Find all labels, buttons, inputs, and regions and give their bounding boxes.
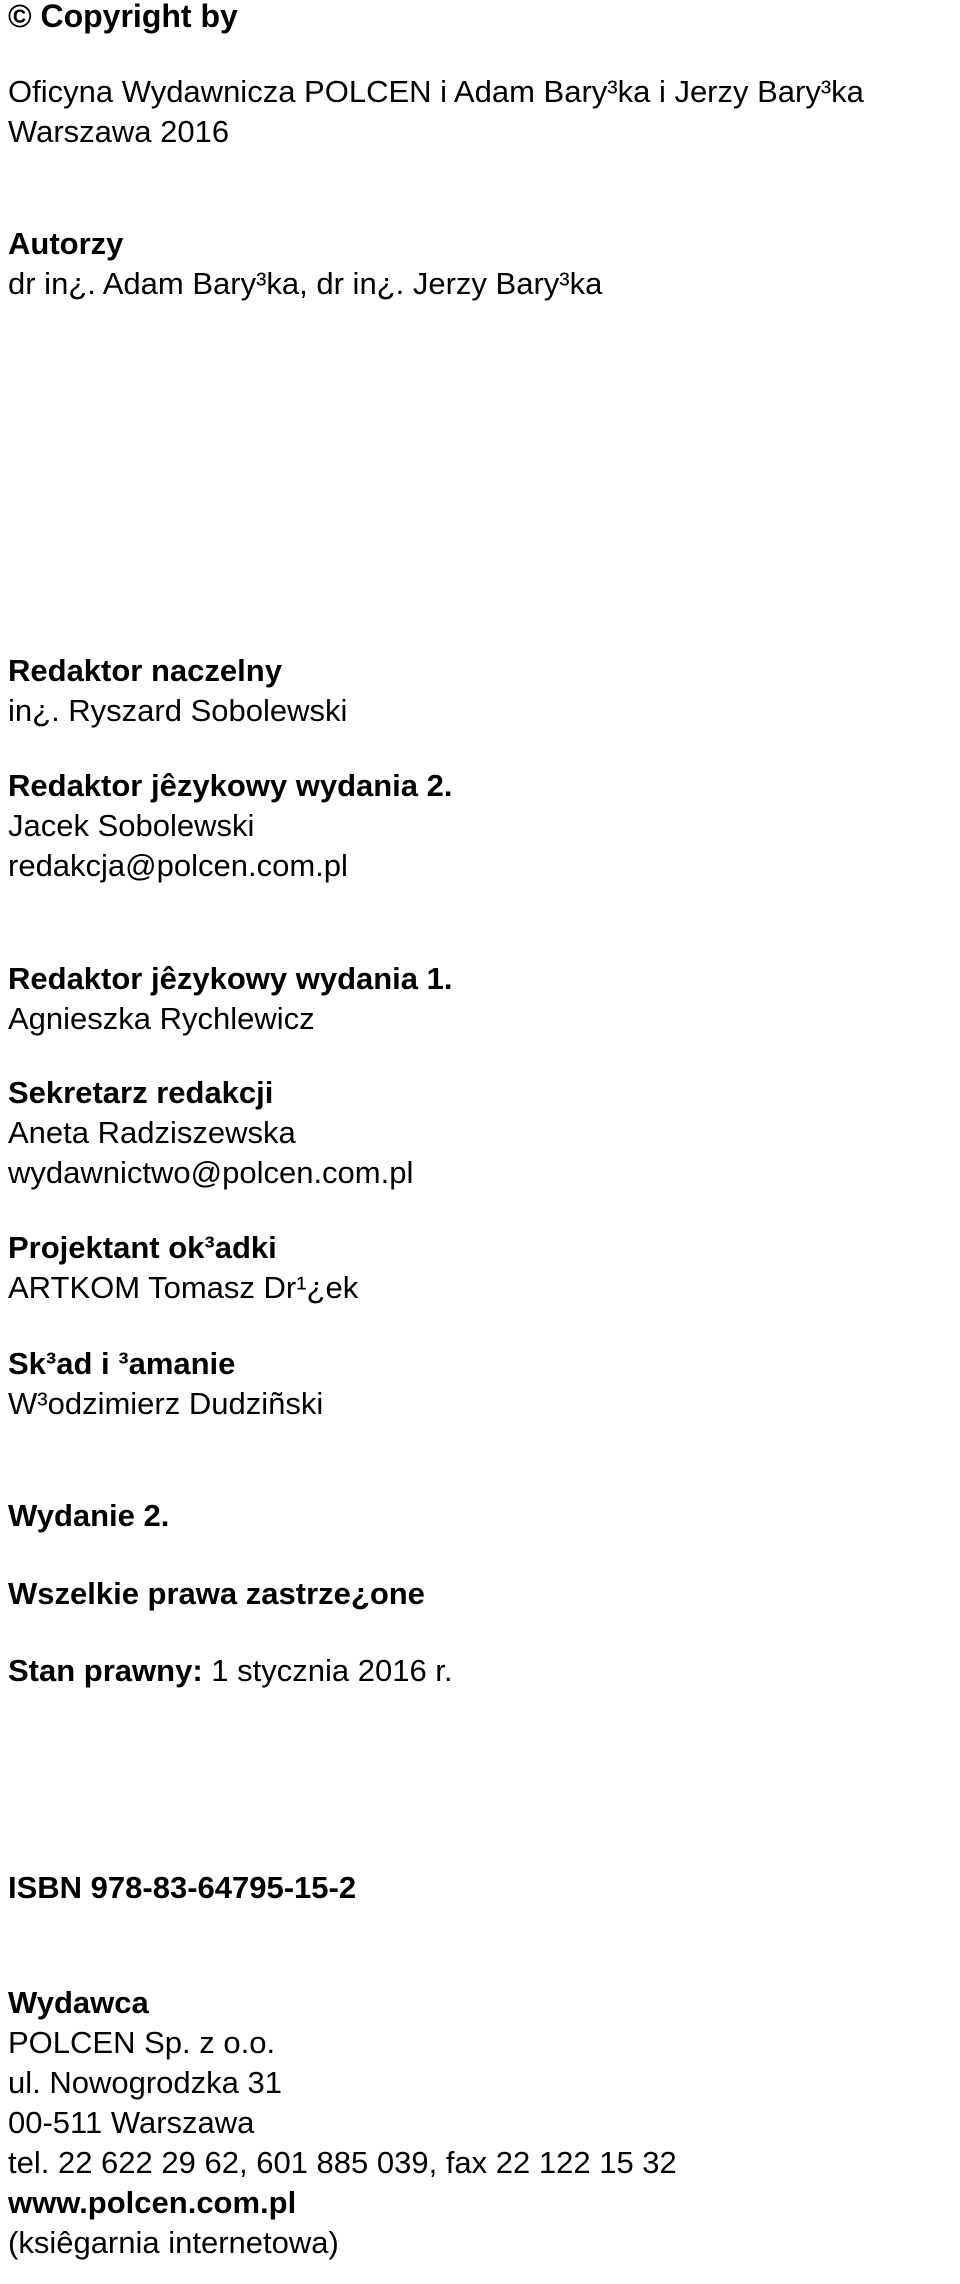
secretary-label: Sekretarz redakcji xyxy=(8,1075,274,1110)
isbn: ISBN 978-83-64795-15-2 xyxy=(8,1870,357,1905)
copyright-place-year: Warszawa 2016 xyxy=(8,114,230,149)
language-editor-1-label: Redaktor jêzykowy wydania 1. xyxy=(8,961,453,996)
language-editor-1-name: Agnieszka Rychlewicz xyxy=(8,1001,315,1036)
secretary-email: wydawnictwo@polcen.com.pl xyxy=(8,1155,414,1190)
language-editor-2-label: Redaktor jêzykowy wydania 2. xyxy=(8,768,453,803)
secretary-name: Aneta Radziszewska xyxy=(8,1115,296,1150)
edition-label: Wydanie 2. xyxy=(8,1498,170,1533)
publisher-website[interactable]: www.polcen.com.pl xyxy=(8,2185,297,2220)
copyright-text: © Copyright by xyxy=(8,0,238,34)
editor-in-chief-label: Redaktor naczelny xyxy=(8,653,282,688)
editor-in-chief-name: in¿. Ryszard Sobolewski xyxy=(8,693,348,728)
publisher-copyright-holder: Oficyna Wydawnicza POLCEN i Adam Bary³ka i Jerzy Bary³ka xyxy=(8,74,864,109)
authors-names: dr in¿. Adam Bary³ka, dr in¿. Jerzy Bary³ka xyxy=(8,266,603,301)
authors-label: Autorzy xyxy=(8,226,124,261)
publisher-street: ul. Nowogrodzka 31 xyxy=(8,2065,282,2100)
legal-status xyxy=(8,1655,453,1686)
publisher-name: POLCEN Sp. z o.o. xyxy=(8,2025,276,2060)
language-editor-2-email: redakcja@polcen.com.pl xyxy=(8,848,348,883)
language-editor-2-name: Jacek Sobolewski xyxy=(8,808,255,843)
cover-designer-label: Projektant ok³adki xyxy=(8,1230,277,1265)
legal-status-value: 1 stycznia 2016 r. xyxy=(211,1653,453,1688)
typesetting-label: Sk³ad i ³amanie xyxy=(8,1346,236,1381)
publisher-postal-city: 00-511 Warszawa xyxy=(8,2105,255,2140)
copyright-heading xyxy=(8,0,238,32)
publisher-bookstore-note: (ksiêgarnia internetowa) xyxy=(8,2225,339,2260)
legal-status-label: Stan prawny: xyxy=(8,1653,203,1688)
typesetting-name: W³odzimierz Dudziñski xyxy=(8,1386,324,1421)
publisher-phone-fax: tel. 22 622 29 62, 601 885 039, fax 22 122 15 32 xyxy=(8,2145,677,2180)
publisher-label: Wydawca xyxy=(8,1985,149,2020)
rights-reserved: Wszelkie prawa zastrze¿one xyxy=(8,1576,425,1611)
cover-designer-name: ARTKOM Tomasz Dr¹¿ek xyxy=(8,1270,359,1305)
